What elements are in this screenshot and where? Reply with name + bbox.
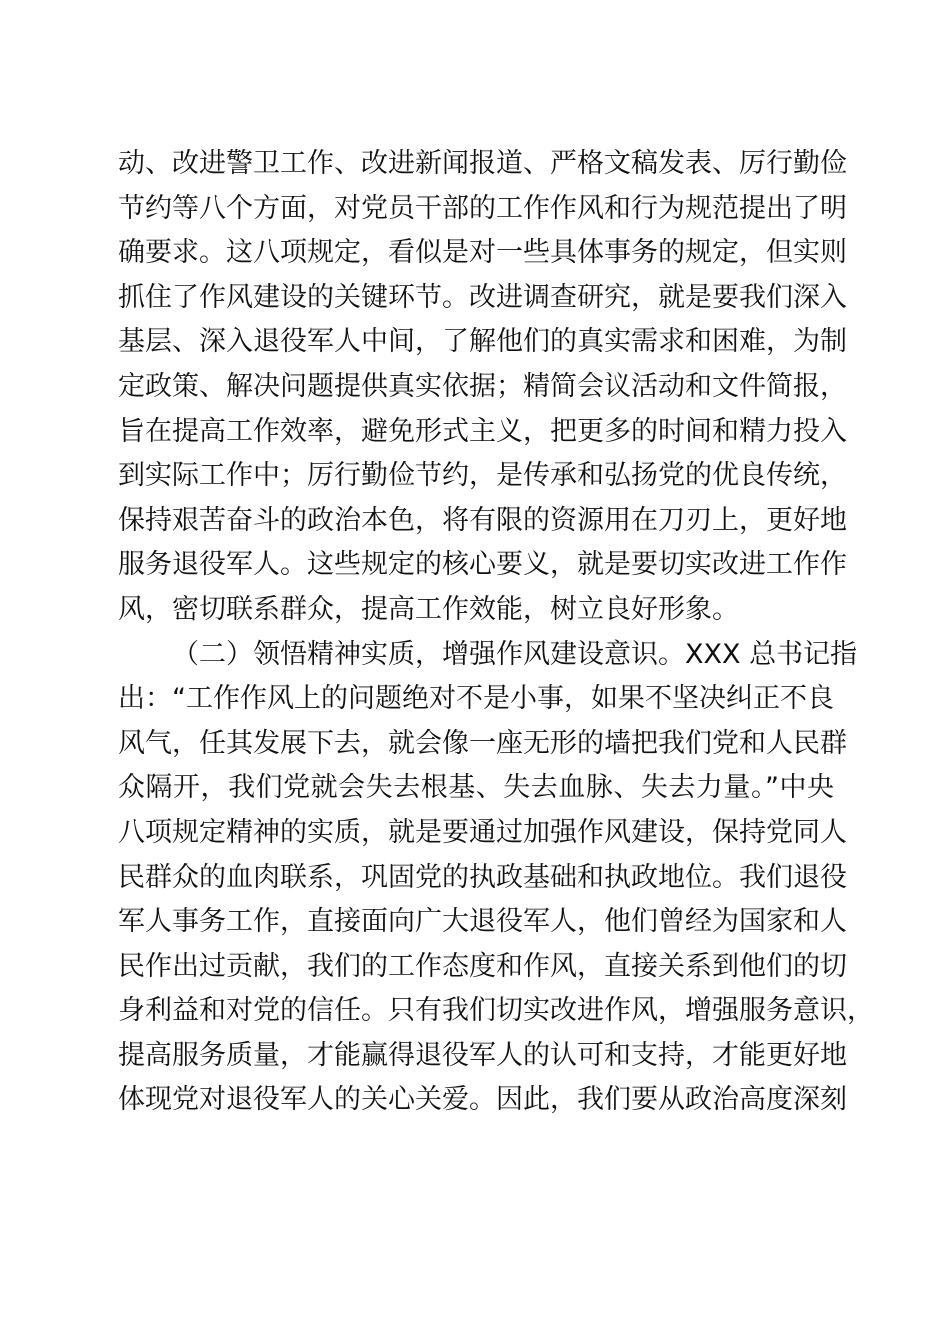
text-line-17: 民群众的血肉联系，巩固党的执政基础和执政地位。我们退役: [118, 861, 847, 893]
text-line-16: 八项规定精神的实质，就是要通过加强作风建设，保持党同人: [118, 816, 847, 848]
text-line-3: 确要求。这八项规定，看似是对一些具体事务的规定，但实则: [118, 237, 847, 269]
text-line-13: 出：“工作作风上的问题绝对不是小事，如果不坚决纠正不良: [118, 683, 834, 715]
text-line-20: 身利益和对党的信任。只有我们切实改进作风，增强服务意识，: [118, 995, 874, 1027]
text-line-7: 旨在提高工作效率，避免形式主义，把更多的时间和精力投入: [118, 415, 847, 447]
text-line-21: 提高服务质量，才能赢得退役军人的认可和支持，才能更好地: [118, 1039, 847, 1071]
text-line-9: 保持艰苦奋斗的政治本色，将有限的资源用在刀刃上，更好地: [118, 504, 847, 536]
text-line-10: 服务退役军人。这些规定的核心要义，就是要切实改进工作作: [118, 549, 847, 581]
text-line-22: 体现党对退役军人的关心关爱。因此，我们要从政治高度深刻: [118, 1084, 847, 1116]
text-line-15: 众隔开，我们党就会失去根基、失去血脉、失去力量。”中央: [118, 772, 834, 804]
text-line-1: 动、改进警卫工作、改进新闻报道、严格文稿发表、厉行勤俭: [118, 148, 847, 179]
text-line-6: 定政策、解决问题提供真实依据；精简会议活动和文件简报，: [118, 370, 847, 402]
paragraph-end-line: 风，密切联系群众，提高工作效能，树立良好形象。: [118, 593, 739, 625]
text-line-14: 风气，任其发展下去，就会像一座无形的墙把我们党和人民群: [118, 727, 847, 759]
document-body: [118, 142, 874, 1123]
text-line-8: 到实际工作中；厉行勤俭节约，是传承和弘扬党的优良传统，: [118, 460, 847, 492]
text-line-19: 民作出过贡献，我们的工作态度和作风，直接关系到他们的切: [118, 950, 847, 982]
text-line-2: 节约等八个方面，对党员干部的工作作风和行为规范提出了明: [118, 192, 847, 224]
text-line-5: 基层、深入退役军人中间，了解他们的真实需求和困难，为制: [118, 326, 847, 358]
text-line-18: 军人事务工作，直接面向广大退役军人，他们曾经为国家和人: [118, 906, 847, 938]
section-heading-line: （二）领悟精神实质，增强作风建设意识。XXX 总书记指: [172, 638, 858, 670]
text-line-4: 抓住了作风建设的关键环节。改进调查研究，就是要我们深入: [118, 281, 847, 313]
